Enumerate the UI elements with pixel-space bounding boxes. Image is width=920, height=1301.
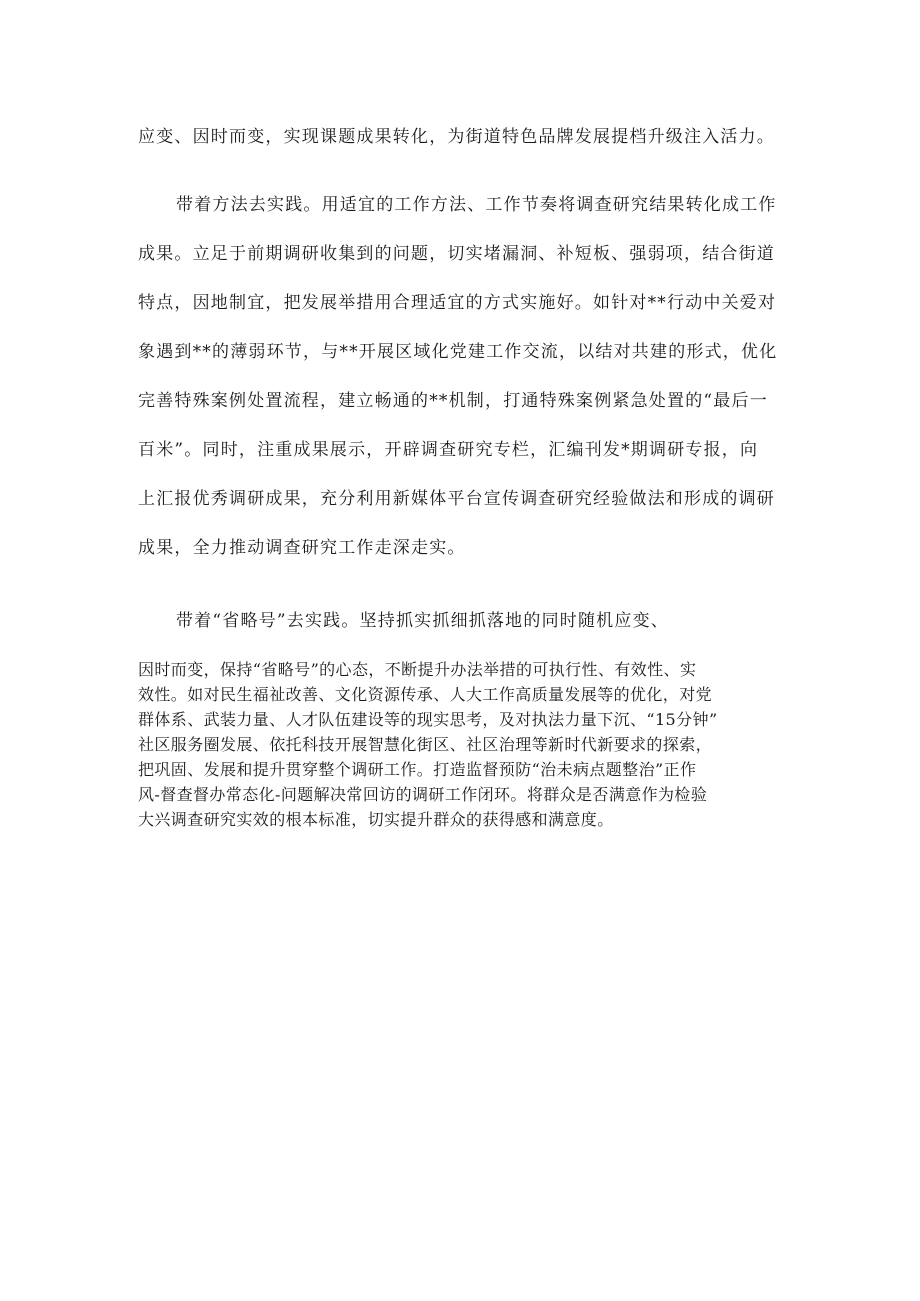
paragraph-4-line-7: 大兴调查研究实效的根本标准，切实提升群众的获得感和满意度。 — [138, 810, 614, 829]
paragraph-3-line-1: 带着“省略号”去实践。坚持抓实抓细抓落地的同时随机应变、 — [176, 611, 669, 631]
paragraph-4-line-5: 把巩固、发展和提升贯穿整个调研工作。打造监督预防“治未病点题整治”正作 — [138, 760, 697, 779]
paragraph-4-line-4: 社区服务圈发展、依托科技开展智慧化街区、社区治理等新时代新要求的探索， — [138, 735, 713, 754]
paragraph-1-line-1: 应变、因时而变，实现课题成果转化，为街道特色品牌发展提档升级注入活力。 — [138, 127, 775, 147]
paragraph-2-line-3: 特点，因地制宜，把发展举措用合理适宜的方式实施好。如针对**行动中关爱对 — [138, 293, 777, 313]
paragraph-2-line-4: 象遇到**的薄弱环节，与**开展区域化党建工作交流，以结对共建的形式，优化 — [138, 342, 778, 362]
paragraph-4-line-3: 群体系、武装力量、人才队伍建设等的现实思考，及对执法力量下沉、“15分钟” — [138, 710, 718, 729]
paragraph-4-line-1: 因时而变，保持“省略号”的心态，不断提升办法举措的可执行性、有效性、实 — [138, 660, 697, 679]
paragraph-2-line-5: 完善特殊案例处置流程，建立畅通的**机制，打通特殊案例紧急处置的“最后一 — [138, 391, 768, 411]
paragraph-2-line-1: 带着方法去实践。用适宜的工作方法、工作节奏将调查研究结果转化成工作 — [176, 195, 777, 215]
paragraph-2-line-7: 上汇报优秀调研成果，充分利用新媒体平台宣传调查研究经验做法和形成的调研 — [138, 489, 775, 509]
paragraph-4-line-2: 效性。如对民生福祉改善、文化资源传承、人大工作高质量发展等的优化，对党 — [138, 685, 713, 704]
paragraph-2-line-8: 成果，全力推动调查研究工作走深走实。 — [138, 538, 466, 558]
paragraph-2-line-2: 成果。立足于前期调研收集到的问题，切实堵漏洞、补短板、强弱项，结合街道 — [138, 244, 775, 264]
paragraph-4-line-6: 风-督查督办常态化-问题解决常回访的调研工作闭环。将群众是否满意作为检验 — [138, 785, 708, 804]
paragraph-2-line-6: 百米”。同时，注重成果展示，开辟调查研究专栏，汇编刊发*期调研专报，向 — [138, 440, 759, 460]
